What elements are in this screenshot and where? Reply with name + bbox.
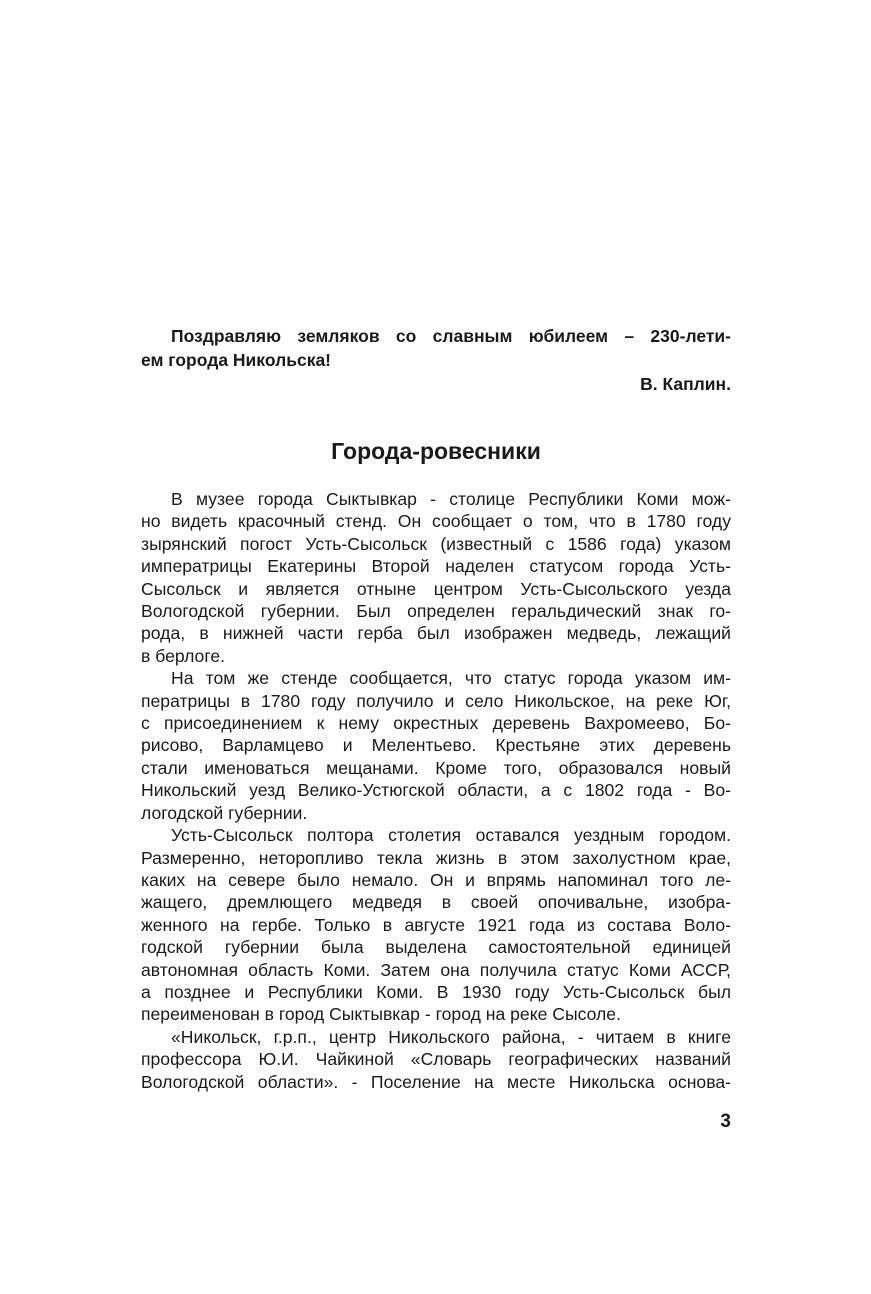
text-line: логодской губернии. <box>141 802 308 823</box>
text-line: профессора Ю.И. Чайкиной «Словарь географических названий <box>141 1049 731 1070</box>
article-title: Города-ровесники <box>331 438 541 464</box>
text-line: с присоединением к нему окрестных деревень Вахромеево, Бо- <box>141 713 731 734</box>
text-line: императрицы Екатерины Второй наделен статусом города Усть- <box>141 556 731 577</box>
dedication-line: ем города Никольска! <box>141 350 332 370</box>
text-line: зырянский погост Усть-Сысольск (известный с 1586 года) указом <box>141 533 731 554</box>
dedication-signature: В. Каплин. <box>640 374 731 394</box>
text-line: в берлоге. <box>141 645 226 666</box>
text-line: ператрицы в 1780 году получило и село Никольское, на реке Юг, <box>141 690 731 711</box>
text-line: жащего, дремлющего медведя в своей опочивальне, изобра- <box>141 892 731 913</box>
text-line: годской губернии была выделена самостоятельной единицей <box>141 937 731 958</box>
text-line: женного на гербе. Только в августе 1921 года из состава Воло- <box>141 914 731 935</box>
text-line: а позднее и Республики Коми. В 1930 году Усть-Сысольск был <box>141 981 731 1002</box>
text-line: Вологодской области». - Поселение на месте Никольска основа- <box>141 1071 731 1092</box>
text-line: но видеть красочный стенд. Он сообщает о том, что в 1780 году <box>141 511 731 532</box>
text-line: Размеренно, неторопливо текла жизнь в этом захолустном крае, <box>141 847 731 868</box>
text-line: Никольский уезд Велико-Устюгской области, а с 1802 года - Во- <box>141 780 731 801</box>
text-line: На том же стенде сообщается, что статус города указом им- <box>171 668 731 689</box>
text-line: «Никольск, г.р.п., центр Никольского района, - читаем в книге <box>171 1026 731 1047</box>
page-number: 3 <box>720 1111 731 1132</box>
text-line: Вологодской губернии. Был определен геральдический знак го- <box>141 601 731 622</box>
text-line: рисово, Варламцево и Мелентьево. Крестьяне этих деревень <box>141 735 731 756</box>
article-body <box>141 488 731 1093</box>
text-line: стали именоваться мещанами. Кроме того, образовался новый <box>141 757 731 778</box>
text-line: каких на севере было немало. Он и впрямь напоминал того ле- <box>141 869 731 890</box>
dedication <box>141 324 731 396</box>
text-line: Сысольск и является отныне центром Усть-Сысольского уезда <box>141 578 731 599</box>
dedication-line: Поздравляю земляков со славным юбилеем – 230-лети- <box>171 326 731 346</box>
text-line: автономная область Коми. Затем она получила статус Коми АССР, <box>141 959 731 980</box>
text-line: переименован в город Сыктывкар - город на реке Сысоле. <box>141 1004 621 1025</box>
text-line: рода, в нижней части герба был изображен медведь, лежащий <box>141 623 731 644</box>
text-line: В музее города Сыктывкар - столице Республики Коми мож- <box>171 489 731 509</box>
text-line: Усть-Сысольск полтора столетия оставался уездным городом. <box>171 825 731 846</box>
